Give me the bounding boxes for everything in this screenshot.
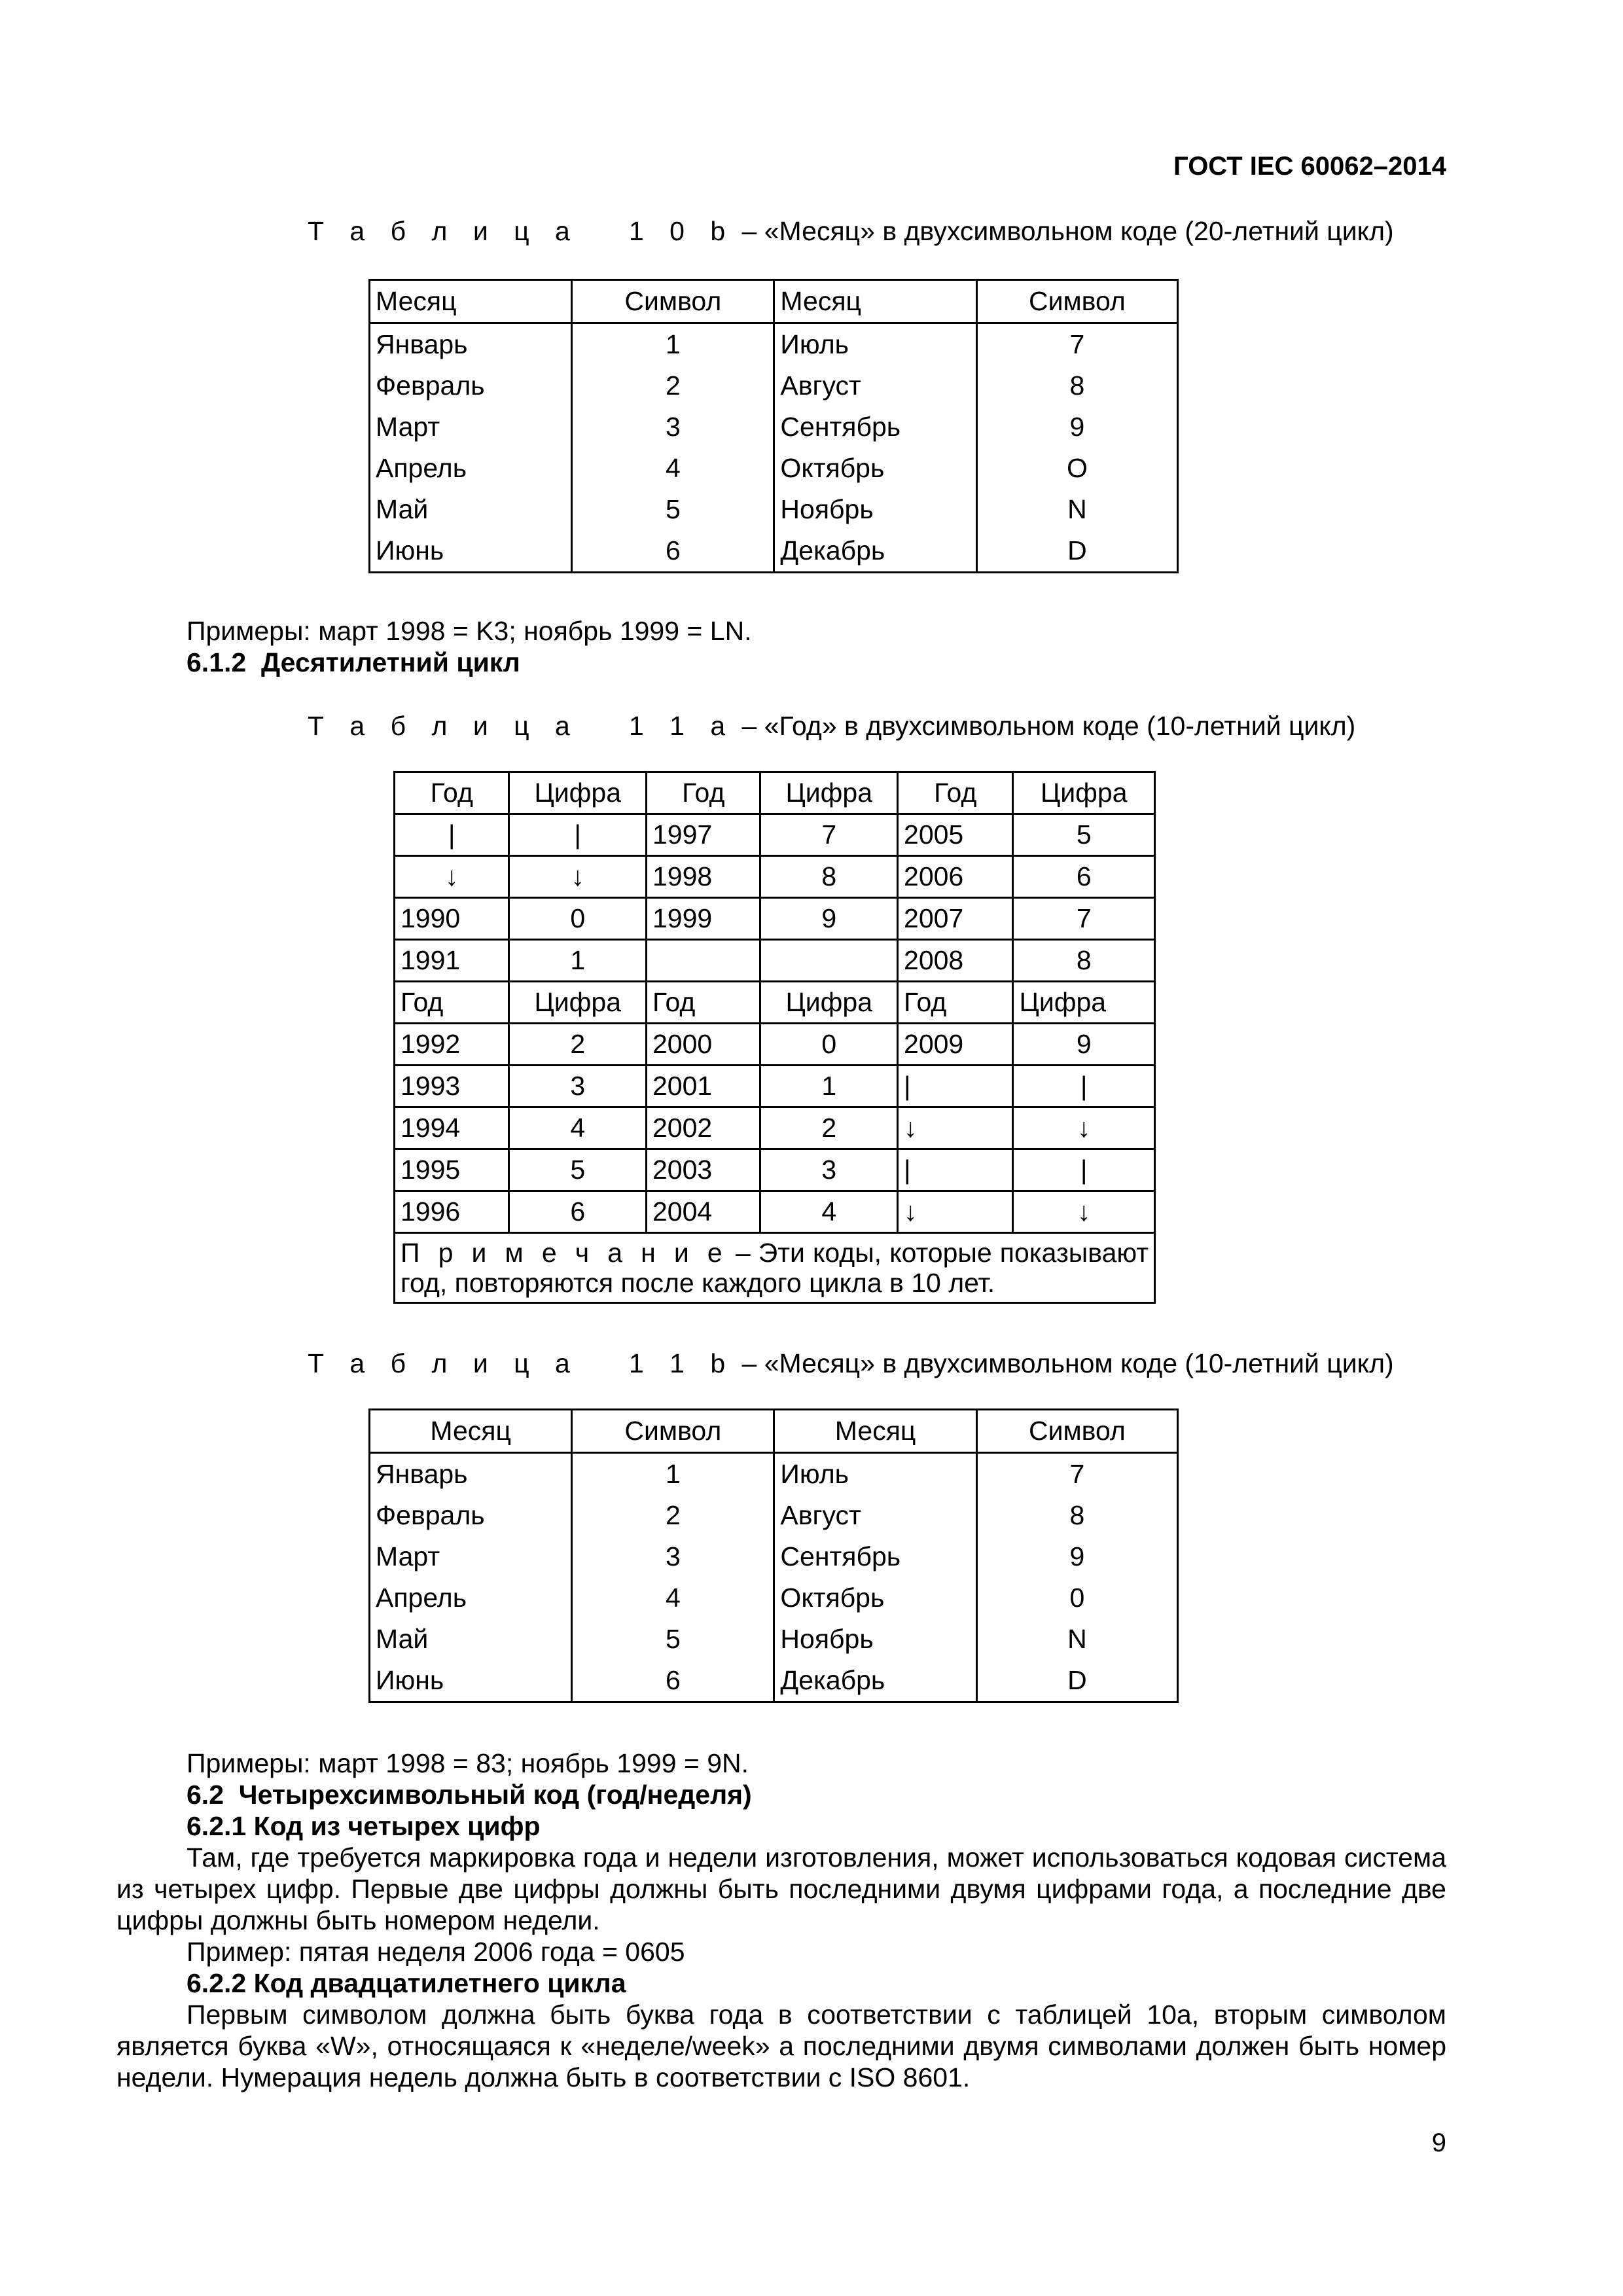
table-cell: 1994 [395, 1107, 509, 1149]
header-cell: Цифра [760, 772, 898, 814]
table-cell: 1 [572, 323, 774, 366]
table-cell: 3 [760, 1149, 898, 1191]
table-cell: 0 [760, 1024, 898, 1066]
header-cell: Год [647, 982, 760, 1024]
table-cell: 5 [572, 1619, 774, 1660]
table-10b-caption-label: Т а б л и ц а 1 0 b [308, 216, 735, 246]
table-cell: Июнь [376, 535, 444, 565]
table-cell: 4 [572, 448, 774, 489]
table-row [395, 1024, 1155, 1066]
table-11b-caption-label: Т а б л и ц а 1 1 b [308, 1348, 735, 1378]
table-cell: 1998 [647, 856, 760, 898]
table-cell: Октябрь [774, 1577, 976, 1619]
table-cell: 7 [976, 1453, 1177, 1496]
note-text: – Эти коды, которые показывают год, повторяются после каждого цикла в 10 лет. [401, 1238, 1149, 1298]
header-cell: Цифра [1013, 982, 1155, 1024]
table-11a [393, 771, 1156, 1304]
header-cell: Цифра [1013, 772, 1155, 814]
table-cell: ↓ [898, 1107, 1013, 1149]
table-cell: 1997 [647, 814, 760, 856]
table-cell: 4 [509, 1107, 647, 1149]
table-cell: 9 [760, 898, 898, 940]
table-cell: 4 [760, 1191, 898, 1233]
table-cell: 1 [572, 1453, 774, 1496]
document-code: ГОСТ IEC 60062–2014 [1173, 152, 1446, 181]
table-cell: 1990 [395, 898, 509, 940]
table-cell: Февраль [376, 1500, 485, 1530]
header-cell: Символ [976, 1410, 1177, 1453]
section-6-1-2-heading: 6.1.2 Десятилетний цикл [187, 647, 520, 677]
examples-11b: Примеры: март 1998 = 83; ноябрь 1999 = 9N. [187, 1748, 749, 1778]
section-6-2-heading: 6.2 Четырехсимвольный код (год/неделя) [187, 1780, 752, 1810]
header-cell: Символ [572, 1410, 774, 1453]
table-11b-caption-text: – «Месяц» в двухсимвольном коде (10-летний цикл) [734, 1348, 1394, 1378]
table-cell: 1996 [395, 1191, 509, 1233]
table-cell: 8 [976, 1495, 1177, 1536]
table-cell: Июнь [376, 1665, 444, 1695]
table-cell: Июль [774, 1453, 976, 1496]
table-cell: ↓ [1013, 1107, 1155, 1149]
table-cell: 2003 [647, 1149, 760, 1191]
table-cell: 6 [572, 1660, 774, 1702]
table-cell: 8 [1013, 940, 1155, 982]
table-cell: 7 [1013, 898, 1155, 940]
header-cell: Месяц [774, 1410, 976, 1453]
header-cell: Год [395, 772, 509, 814]
table-row [370, 1577, 1178, 1619]
table-row [395, 814, 1155, 856]
table-row [395, 1107, 1155, 1149]
header-cell: Символ [572, 280, 774, 323]
table-cell: 2007 [898, 898, 1013, 940]
table-cell: 1995 [395, 1149, 509, 1191]
table-row [370, 1453, 1178, 1496]
table-cell: 2002 [647, 1107, 760, 1149]
table-cell: 5 [572, 489, 774, 530]
table-note [395, 1233, 1155, 1303]
table-cell: | [1013, 1149, 1155, 1191]
table-cell: 2000 [647, 1024, 760, 1066]
table-cell: Январь [376, 1459, 468, 1489]
header-cell: Цифра [509, 982, 647, 1024]
header-cell: Год [395, 982, 509, 1024]
table-row [370, 1619, 1178, 1660]
table-cell: ↓ [395, 856, 509, 898]
table-cell: 2009 [898, 1024, 1013, 1066]
table-row [395, 940, 1155, 982]
table-cell: Октябрь [774, 448, 976, 489]
table-cell: 0 [509, 898, 647, 940]
table-row [370, 1536, 1178, 1577]
table-11a-caption-label: Т а б л и ц а 1 1 a [308, 711, 735, 741]
table-cell: 9 [1013, 1024, 1155, 1066]
table-row [370, 323, 1178, 366]
table-cell: ↓ [509, 856, 647, 898]
header-cell: Год [647, 772, 760, 814]
table-11b [368, 1408, 1179, 1703]
table-row [370, 489, 1178, 530]
header-cell: Цифра [760, 982, 898, 1024]
table-cell: D [976, 530, 1177, 573]
table-cell: | [395, 814, 509, 856]
table-cell: Март [376, 412, 440, 442]
table-10b-caption [308, 216, 1394, 247]
table-cell: Февраль [376, 370, 485, 401]
table-cell: 2006 [898, 856, 1013, 898]
header-cell: Цифра [509, 772, 647, 814]
table-cell: 3 [572, 406, 774, 448]
table-cell: 3 [572, 1536, 774, 1577]
table-header-row [370, 280, 1178, 323]
table-cell: N [976, 489, 1177, 530]
table-10b [368, 279, 1179, 573]
paragraph-6-2-1: Там, где требуется маркировка года и недели изготовления, может использоваться кодовая система из четырех цифр. Первые две цифры должны быть последними двумя цифрами года, а последние две цифры должны быть номером недели. [116, 1842, 1446, 1935]
header-cell: Месяц [774, 280, 976, 323]
table-cell: Август [774, 1495, 976, 1536]
examples-10b: Примеры: март 1998 = K3; ноябрь 1999 = LN. [187, 616, 752, 646]
table-cell: | [898, 1066, 1013, 1107]
header-cell: Месяц [370, 1410, 572, 1453]
table-cell: | [898, 1149, 1013, 1191]
header-cell: Год [898, 982, 1013, 1024]
table-cell: 5 [509, 1149, 647, 1191]
note-label: П р и м е ч а н и е [401, 1238, 728, 1268]
table-cell: Декабрь [774, 1660, 976, 1702]
table-cell: Май [376, 1624, 429, 1654]
table-note-row [395, 1233, 1155, 1303]
table-cell: 2008 [898, 940, 1013, 982]
table-cell: ↓ [898, 1191, 1013, 1233]
table-cell: 1999 [647, 898, 760, 940]
table-row [370, 1660, 1178, 1702]
table-cell: 2005 [898, 814, 1013, 856]
table-cell: Ноябрь [774, 489, 976, 530]
table-cell: Сентябрь [774, 406, 976, 448]
table-cell: Май [376, 494, 429, 524]
paragraph-6-2-2: Первым символом должна быть буква года в соответствии с таблицей 10а, вторым символом является буква «W», относящаяся к «неделе/week» а последними двумя символами должен быть номер недели. Нумерация недель должна быть в соответствии с ISO 8601. [116, 2000, 1446, 2092]
table-cell: 2 [509, 1024, 647, 1066]
table-cell: Декабрь [774, 530, 976, 573]
table-row [395, 1191, 1155, 1233]
table-cell: 2004 [647, 1191, 760, 1233]
section-6-2-2-heading: 6.2.2 Код двадцатилетнего цикла [187, 1968, 626, 1998]
table-cell: Март [376, 1541, 440, 1571]
table-cell: Ноябрь [774, 1619, 976, 1660]
table-cell: O [976, 448, 1177, 489]
table-row [370, 365, 1178, 406]
example-6-2-1: Пример: пятая неделя 2006 года = 0605 [187, 1937, 685, 1967]
table-cell: 7 [760, 814, 898, 856]
table-cell: 2 [760, 1107, 898, 1149]
table-cell [760, 940, 898, 982]
table-cell: Июль [774, 323, 976, 366]
table-cell: 1992 [395, 1024, 509, 1066]
table-header-row [395, 772, 1155, 814]
table-11a-caption-text: – «Год» в двухсимвольном коде (10-летний цикл) [734, 711, 1356, 741]
table-cell: 6 [572, 530, 774, 573]
table-cell: 1993 [395, 1066, 509, 1107]
table-cell: 8 [976, 365, 1177, 406]
table-cell: N [976, 1619, 1177, 1660]
table-cell: Апрель [376, 453, 467, 483]
table-cell: Январь [376, 329, 468, 359]
page-number: 9 [1431, 2128, 1446, 2157]
table-cell: Апрель [376, 1583, 467, 1613]
table-row [370, 406, 1178, 448]
table-row [395, 1066, 1155, 1107]
table-cell: 1 [509, 940, 647, 982]
table-cell: | [509, 814, 647, 856]
table-cell: 4 [572, 1577, 774, 1619]
table-row [370, 1495, 1178, 1536]
header-cell: Год [898, 772, 1013, 814]
table-cell: 1 [760, 1066, 898, 1107]
table-row [395, 856, 1155, 898]
table-cell: D [976, 1660, 1177, 1702]
table-cell: | [1013, 1066, 1155, 1107]
table-11b-caption [308, 1348, 1394, 1379]
table-cell: 6 [1013, 856, 1155, 898]
table-cell: 5 [1013, 814, 1155, 856]
table-subheader-row [395, 982, 1155, 1024]
table-row [395, 898, 1155, 940]
table-cell: 6 [509, 1191, 647, 1233]
table-cell: 1991 [395, 940, 509, 982]
table-cell: 2 [572, 365, 774, 406]
table-11a-caption [308, 711, 1355, 742]
table-cell: 2001 [647, 1066, 760, 1107]
table-header-row [370, 1410, 1178, 1453]
table-cell: 9 [976, 406, 1177, 448]
table-cell: 2 [572, 1495, 774, 1536]
header-cell: Символ [976, 280, 1177, 323]
table-cell: Август [774, 365, 976, 406]
table-cell: Сентябрь [774, 1536, 976, 1577]
header-cell: Месяц [370, 280, 572, 323]
table-cell: 7 [976, 323, 1177, 366]
table-cell [647, 940, 760, 982]
table-row [395, 1149, 1155, 1191]
table-cell: 8 [760, 856, 898, 898]
section-6-2-1-heading: 6.2.1 Код из четырех цифр [187, 1811, 541, 1841]
table-cell: 3 [509, 1066, 647, 1107]
table-row [370, 530, 1178, 573]
table-10b-caption-text: – «Месяц» в двухсимвольном коде (20-летний цикл) [734, 216, 1394, 246]
table-cell: 9 [976, 1536, 1177, 1577]
table-cell: 0 [976, 1577, 1177, 1619]
table-row [370, 448, 1178, 489]
table-cell: ↓ [1013, 1191, 1155, 1233]
